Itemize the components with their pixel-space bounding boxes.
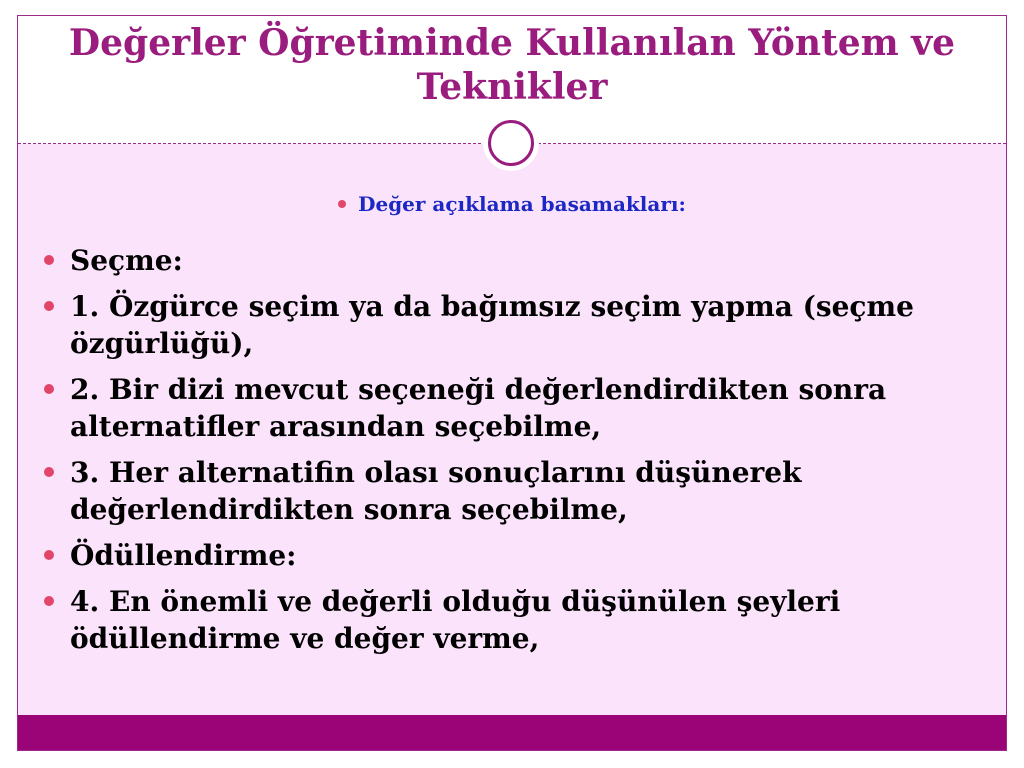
- slide: [17, 15, 1007, 751]
- list-item: [42, 288, 992, 362]
- bullet-dot-icon: [44, 467, 54, 477]
- subheading-text: Değer açıklama basamakları:: [358, 192, 686, 216]
- bullet-list: [42, 242, 992, 666]
- list-item-text: 2. Bir dizi mevcut seçeneği değerlendirdikten sonra alternatifler arasından seçebilme,: [70, 373, 887, 443]
- list-item: [42, 454, 992, 528]
- list-item: [42, 537, 992, 574]
- bullet-dot-icon: [44, 596, 54, 606]
- list-item: [42, 242, 992, 279]
- list-item-text: Ödüllendirme:: [70, 539, 297, 572]
- list-item: [42, 371, 992, 445]
- bullet-dot-icon: [44, 301, 54, 311]
- bullet-dot-icon: [338, 200, 346, 208]
- list-item-text: 3. Her alternatifin olası sonuçlarını düşünerek değerlendirdikten sonra seçebilme,: [70, 456, 802, 526]
- list-item-text: 1. Özgürce seçim ya da bağımsız seçim yapma (seçme özgürlüğü),: [70, 290, 914, 360]
- ring-ornament-icon: [483, 115, 539, 171]
- footer-bar: [18, 715, 1006, 750]
- bullet-dot-icon: [44, 255, 54, 265]
- bullet-dot-icon: [44, 550, 54, 560]
- bullet-dot-icon: [44, 384, 54, 394]
- list-item-text: Seçme:: [70, 244, 183, 277]
- slide-title: Değerler Öğretiminde Kullanılan Yöntem ve Teknikler: [68, 22, 956, 108]
- list-item-text: 4. En önemli ve değerli olduğu düşünülen şeyleri ödüllendirme ve değer verme,: [70, 585, 841, 655]
- list-item: [42, 583, 992, 657]
- ring-ornament-inner: [488, 120, 534, 166]
- subheading: [18, 190, 1006, 218]
